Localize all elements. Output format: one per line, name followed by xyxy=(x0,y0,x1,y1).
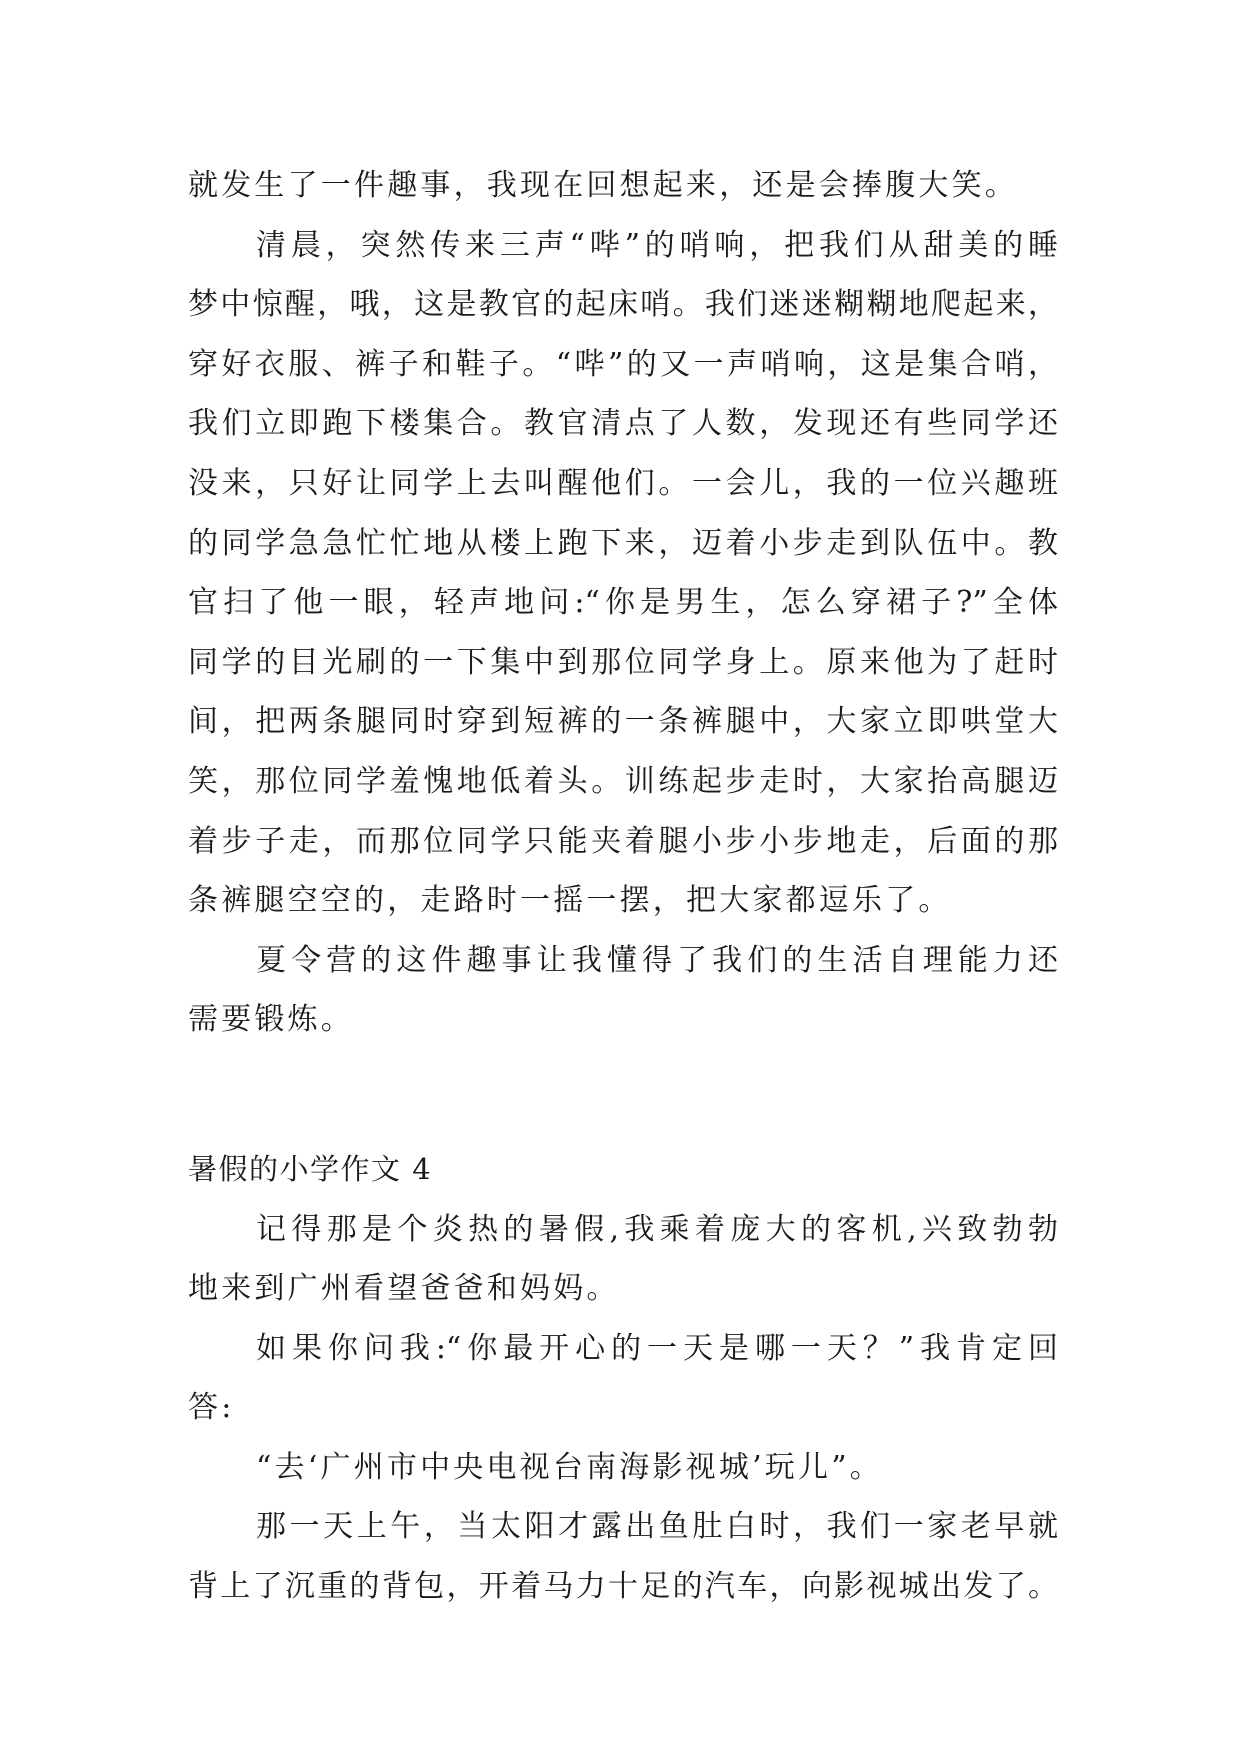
text-line: 的同学急急忙忙地从楼上跑下来，迈着小步走到队伍中。教 xyxy=(188,525,1058,561)
text-line: 那一天上午，当太阳才露出鱼肚白时，我们一家老早就 xyxy=(256,1509,1058,1545)
text-line: 背上了沉重的背包，开着马力十足的汽车，向影视城出发了。 xyxy=(188,1569,1058,1605)
text-line: 我们立即跑下楼集合。教官清点了人数，发现还有些同学还 xyxy=(188,406,1058,442)
text-line: 夏令营的这件趣事让我懂得了我们的生活自理能力还 xyxy=(256,942,1058,978)
section-heading: 暑假的小学作文 4 xyxy=(188,1151,433,1186)
text-line: 间，把两条腿同时穿到短裤的一条裤腿中，大家立即哄堂大 xyxy=(188,704,1058,740)
text-line: 记得那是个炎热的暑假,我乘着庞大的客机,兴致勃勃 xyxy=(256,1211,1058,1247)
section-spacer xyxy=(188,1050,1058,1140)
text-line: 着步子走，而那位同学只能夹着腿小步小步地走，后面的那 xyxy=(188,823,1058,859)
text-line: 条裤腿空空的，走路时一摇一摆，把大家都逗乐了。 xyxy=(188,883,952,919)
text-line: 地来到广州看望爸爸和妈妈。 xyxy=(188,1271,620,1307)
text-line: 官扫了他一眼，轻声地问:“你是男生，怎么穿裙子?”全体 xyxy=(188,585,1058,621)
text-line: 如果你问我:“你最开心的一天是哪一天？”我肯定回 xyxy=(256,1330,1058,1366)
text-line: 需要锻炼。 xyxy=(188,1002,354,1038)
text-line: 穿好衣服、裤子和鞋子。“哔”的又一声哨响，这是集合哨， xyxy=(188,346,1058,382)
text-line: 答: xyxy=(188,1390,235,1426)
text-line: 笑，那位同学羞愧地低着头。训练起步走时，大家抬高腿迈 xyxy=(188,763,1058,799)
document-body xyxy=(188,156,1058,1617)
text-line: 清晨，突然传来三声“哔”的哨响，把我们从甜美的睡 xyxy=(256,227,1058,263)
text-line: 没来，只好让同学上去叫醒他们。一会儿，我的一位兴趣班 xyxy=(188,465,1058,501)
text-line: 同学的目光刷的一下集中到那位同学身上。原来他为了赶时 xyxy=(188,644,1058,680)
text-line: “去‘广州市中央电视台南海影视城’玩儿”。 xyxy=(256,1449,883,1485)
text-line: 梦中惊醒，哦，这是教官的起床哨。我们迷迷糊糊地爬起来， xyxy=(188,287,1058,323)
text-line: 就发生了一件趣事，我现在回想起来，还是会捧腹大笑。 xyxy=(188,168,1018,203)
